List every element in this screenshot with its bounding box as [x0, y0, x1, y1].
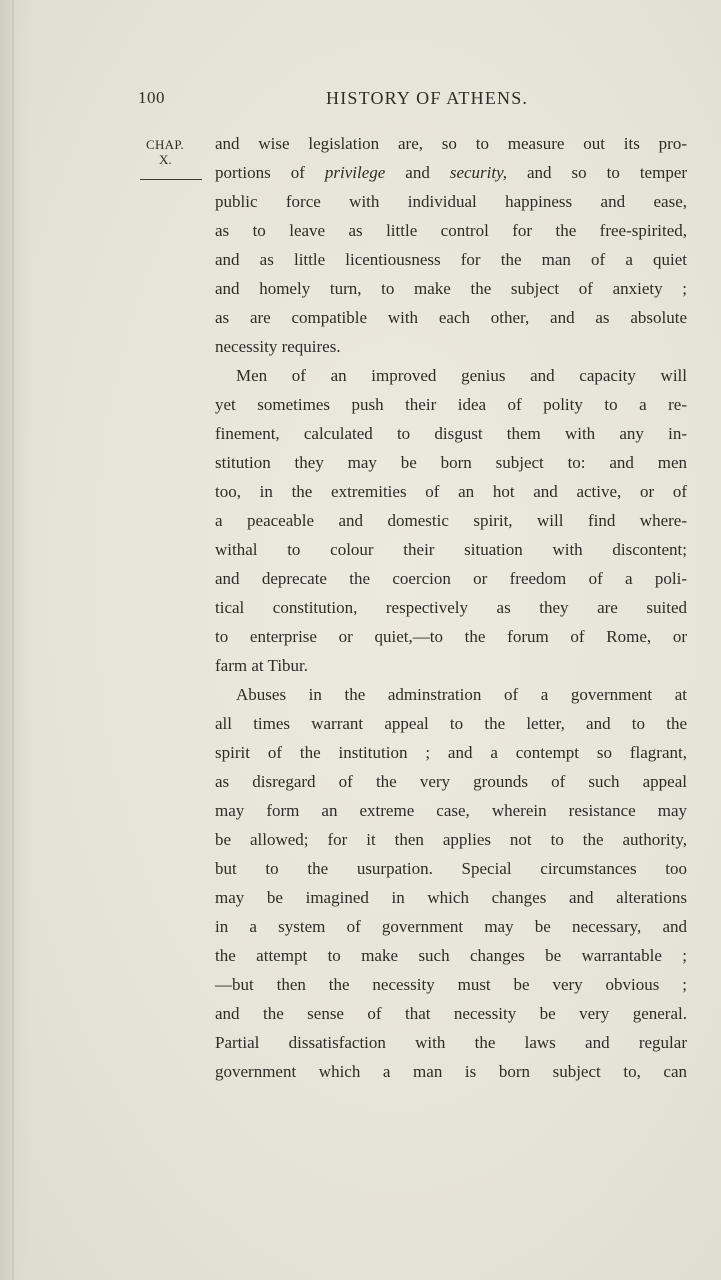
text-fragment: and so to temper — [526, 163, 688, 182]
text-line: as to leave as little control for the free-spirited, — [215, 221, 687, 240]
text-line: as are compatible with each other, and as absolute — [215, 308, 687, 327]
text-line: stitution they may be born subject to: and men — [215, 453, 687, 472]
text-line: the attempt to make such changes be warrantable ; — [215, 946, 687, 965]
text-line: Partial dissatisfaction with the laws and regular — [215, 1033, 687, 1052]
text-line: —but then the necessity must be very obvious ; — [215, 975, 687, 994]
text-line: withal to colour their situation with discontent; — [215, 540, 687, 559]
binding-gutter-shadow — [0, 0, 32, 1280]
chapter-margin-rule — [140, 179, 202, 180]
running-head: HISTORY OF ATHENS. — [326, 88, 529, 108]
text-line: all times warrant appeal to the letter, and to the — [215, 714, 687, 733]
text-line: as disregard of the very grounds of such appeal — [215, 772, 687, 791]
text-line: Men of an improved genius and capacity will — [236, 366, 687, 385]
text-line: and wise legislation are, so to measure out its pro- — [215, 134, 687, 153]
page-number: 100 — [138, 88, 165, 107]
text-line: and homely turn, to make the subject of anxiety ; — [215, 279, 687, 298]
text-line: public force with individual happiness and ease, — [215, 192, 687, 211]
text-line: and the sense of that necessity be very general. — [215, 1004, 687, 1023]
text-line: and deprecate the coercion or freedom of a poli- — [215, 569, 687, 588]
text-line: finement, calculated to disgust them with any in- — [215, 424, 687, 443]
text-line: but to the usurpation. Special circumstances too — [215, 859, 687, 878]
italic-term: privilege — [324, 163, 386, 182]
text-line: yet sometimes push their idea of polity to a re- — [215, 395, 687, 414]
text-line: too, in the extremities of an hot and active, or of — [215, 482, 687, 501]
text-line: Abuses in the adminstration of a government at — [236, 685, 687, 704]
text-line: farm at Tibur. — [215, 656, 309, 675]
text-line: may be imagined in which changes and alterations — [215, 888, 687, 907]
italic-term: security, — [449, 163, 507, 182]
text-fragment: portions of — [215, 163, 305, 182]
text-line: a peaceable and domestic spirit, will find where- — [215, 511, 687, 530]
text-line: spirit of the institution ; and a contempt so flagrant, — [215, 743, 687, 762]
text-line — [215, 163, 687, 183]
text-fragment: and — [405, 163, 430, 182]
text-line: necessity requires. — [215, 337, 341, 356]
text-line: government which a man is born subject to, can — [215, 1062, 687, 1081]
chapter-margin-number: X. — [159, 152, 172, 167]
text-line: in a system of government may be necessary, and — [215, 917, 687, 936]
text-line: may form an extreme case, wherein resistance may — [215, 801, 687, 820]
binding-gutter-line — [12, 0, 14, 1280]
chapter-margin-label: CHAP. — [146, 137, 184, 152]
text-line: and as little licentiousness for the man of a quiet — [215, 250, 687, 269]
text-line: be allowed; for it then applies not to the authority, — [215, 830, 687, 849]
text-line: tical constitution, respectively as they are suited — [215, 598, 687, 617]
text-line: to enterprise or quiet,—to the forum of Rome, or — [215, 627, 687, 646]
